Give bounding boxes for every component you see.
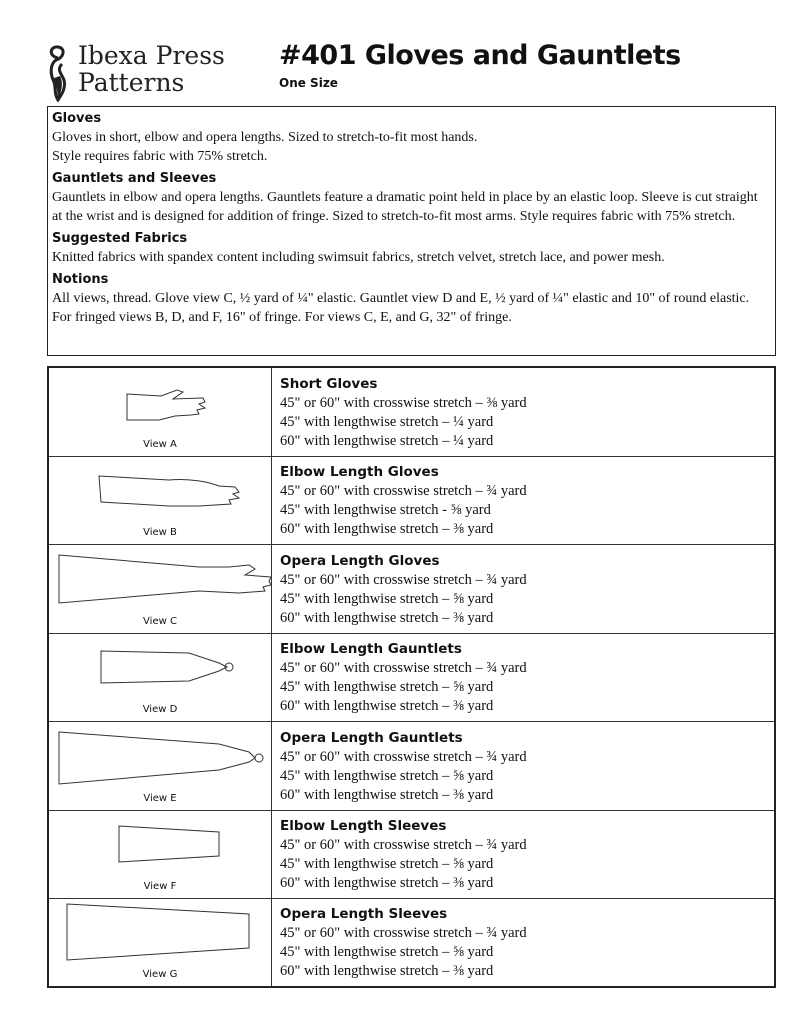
yardage-line: 60" with lengthwise stretch – ⅜ yard bbox=[280, 786, 494, 803]
view-name: Short Gloves bbox=[280, 376, 378, 392]
view-illustration bbox=[49, 722, 272, 810]
brand-logo bbox=[44, 42, 244, 102]
view-illustration bbox=[49, 545, 272, 633]
view-illustration bbox=[49, 898, 272, 986]
section-text: Knitted fabrics with spandex content including swimsuit fabrics, stretch velvet, stretch lace, and power mesh. bbox=[52, 250, 665, 265]
size-label: One Size bbox=[279, 76, 338, 90]
view-label: View D bbox=[142, 704, 178, 716]
view-illustration bbox=[49, 368, 272, 456]
ibex-logo-icon bbox=[44, 44, 74, 102]
yardage-info bbox=[280, 463, 527, 539]
yardage-line: 45" with lengthwise stretch – ¼ yard bbox=[280, 414, 494, 430]
yardage-line: 60" with lengthwise stretch – ⅜ yard bbox=[280, 963, 494, 980]
view-label: View B bbox=[143, 527, 177, 539]
brand-line2: Patterns bbox=[78, 68, 185, 97]
view-illustration bbox=[49, 810, 272, 898]
section-text: Gauntlets in elbow and opera lengths. Gauntlets feature a dramatic point held in place by an elastic loop. Sleeve is cut straight at the wrist and is designed for addition of fringe. Sized to stretch-to-fit most arms. Style requires fabric with 75% stretch. bbox=[52, 190, 758, 224]
view-label: View F bbox=[143, 881, 177, 892]
page-title: #401 Gloves and Gauntlets bbox=[279, 40, 681, 71]
view-name: Opera Length Sleeves bbox=[280, 906, 448, 923]
yardage-line: 60" with lengthwise stretch – ¼ yard bbox=[280, 433, 494, 449]
yardage-info bbox=[280, 817, 527, 893]
yardage-line: 45" or 60" with crosswise stretch – ¾ yard bbox=[280, 483, 527, 500]
yardage-line: 45" or 60" with crosswise stretch – ¾ yard bbox=[280, 837, 527, 853]
view-row bbox=[49, 456, 774, 545]
section-heading: Suggested Fabrics bbox=[52, 231, 188, 246]
yardage-line: 45" with lengthwise stretch – ⅝ yard bbox=[280, 767, 494, 784]
section-heading: Gloves bbox=[52, 111, 102, 126]
yardage-line: 45" with lengthwise stretch – ⅝ yard bbox=[280, 944, 494, 961]
view-name: Elbow Length Gauntlets bbox=[280, 641, 462, 658]
yardage-info bbox=[280, 375, 527, 451]
view-label: View C bbox=[143, 615, 177, 627]
view-label: View A bbox=[143, 439, 177, 450]
yardage-line: 45" with lengthwise stretch – ⅝ yard bbox=[280, 590, 494, 607]
description-box bbox=[47, 106, 776, 356]
yardage-line: 45" with lengthwise stretch – ⅝ yard bbox=[280, 856, 494, 872]
brand-line1: Ibexa Press bbox=[78, 41, 225, 70]
yardage-line: 45" or 60" with crosswise stretch – ⅜ yard bbox=[280, 395, 527, 411]
section-text: All views, thread. Glove view C, ½ yard of ¼" elastic. Gauntlet view D and E, ½ yard of ¼" elastic and 10" of round elastic. For fringed views B, D, and F, 16" of fringe. For views C, E, and G, 32" of fringe. bbox=[52, 291, 750, 325]
view-name: Elbow Length Sleeves bbox=[280, 818, 447, 834]
section-text: Gloves in short, elbow and opera lengths. Sized to stretch-to-fit most hands. Style requires fabric with 75% stretch. bbox=[52, 130, 478, 164]
yardage-line: 60" with lengthwise stretch – ⅜ yard bbox=[280, 609, 494, 626]
yardage-line: 45" with lengthwise stretch – ⅝ yard bbox=[280, 679, 494, 696]
view-label: View G bbox=[142, 969, 178, 981]
yardage-line: 60" with lengthwise stretch – ⅜ yard bbox=[280, 875, 494, 891]
yardage-line: 60" with lengthwise stretch – ⅜ yard bbox=[280, 521, 494, 538]
yardage-line: 45" or 60" with crosswise stretch – ¾ yard bbox=[280, 660, 527, 677]
view-row bbox=[49, 722, 774, 811]
view-name: Opera Length Gloves bbox=[280, 552, 440, 569]
yardage-line: 45" with lengthwise stretch - ⅝ yard bbox=[280, 502, 491, 519]
yardage-line: 45" or 60" with crosswise stretch – ¾ yard bbox=[280, 748, 527, 765]
view-row bbox=[49, 810, 774, 899]
view-name: Opera Length Gauntlets bbox=[280, 729, 463, 746]
views-table bbox=[47, 366, 776, 988]
view-row bbox=[49, 545, 774, 634]
yardage-info bbox=[280, 729, 527, 805]
section-heading: Gauntlets and Sleeves bbox=[52, 171, 217, 186]
yardage-line: 45" or 60" with crosswise stretch – ¾ yard bbox=[280, 925, 527, 942]
view-row bbox=[49, 898, 774, 986]
yardage-line: 45" or 60" with crosswise stretch – ¾ yard bbox=[280, 571, 527, 588]
view-row bbox=[49, 368, 774, 457]
yardage-info bbox=[280, 640, 527, 716]
yardage-line: 60" with lengthwise stretch – ⅜ yard bbox=[280, 698, 494, 715]
section-heading: Notions bbox=[52, 272, 109, 287]
yardage-info bbox=[280, 905, 527, 981]
view-name: Elbow Length Gloves bbox=[280, 464, 439, 481]
view-row bbox=[49, 633, 774, 722]
view-illustration bbox=[49, 633, 272, 721]
view-label: View E bbox=[143, 792, 177, 804]
view-illustration bbox=[49, 456, 272, 544]
yardage-info bbox=[280, 552, 527, 628]
